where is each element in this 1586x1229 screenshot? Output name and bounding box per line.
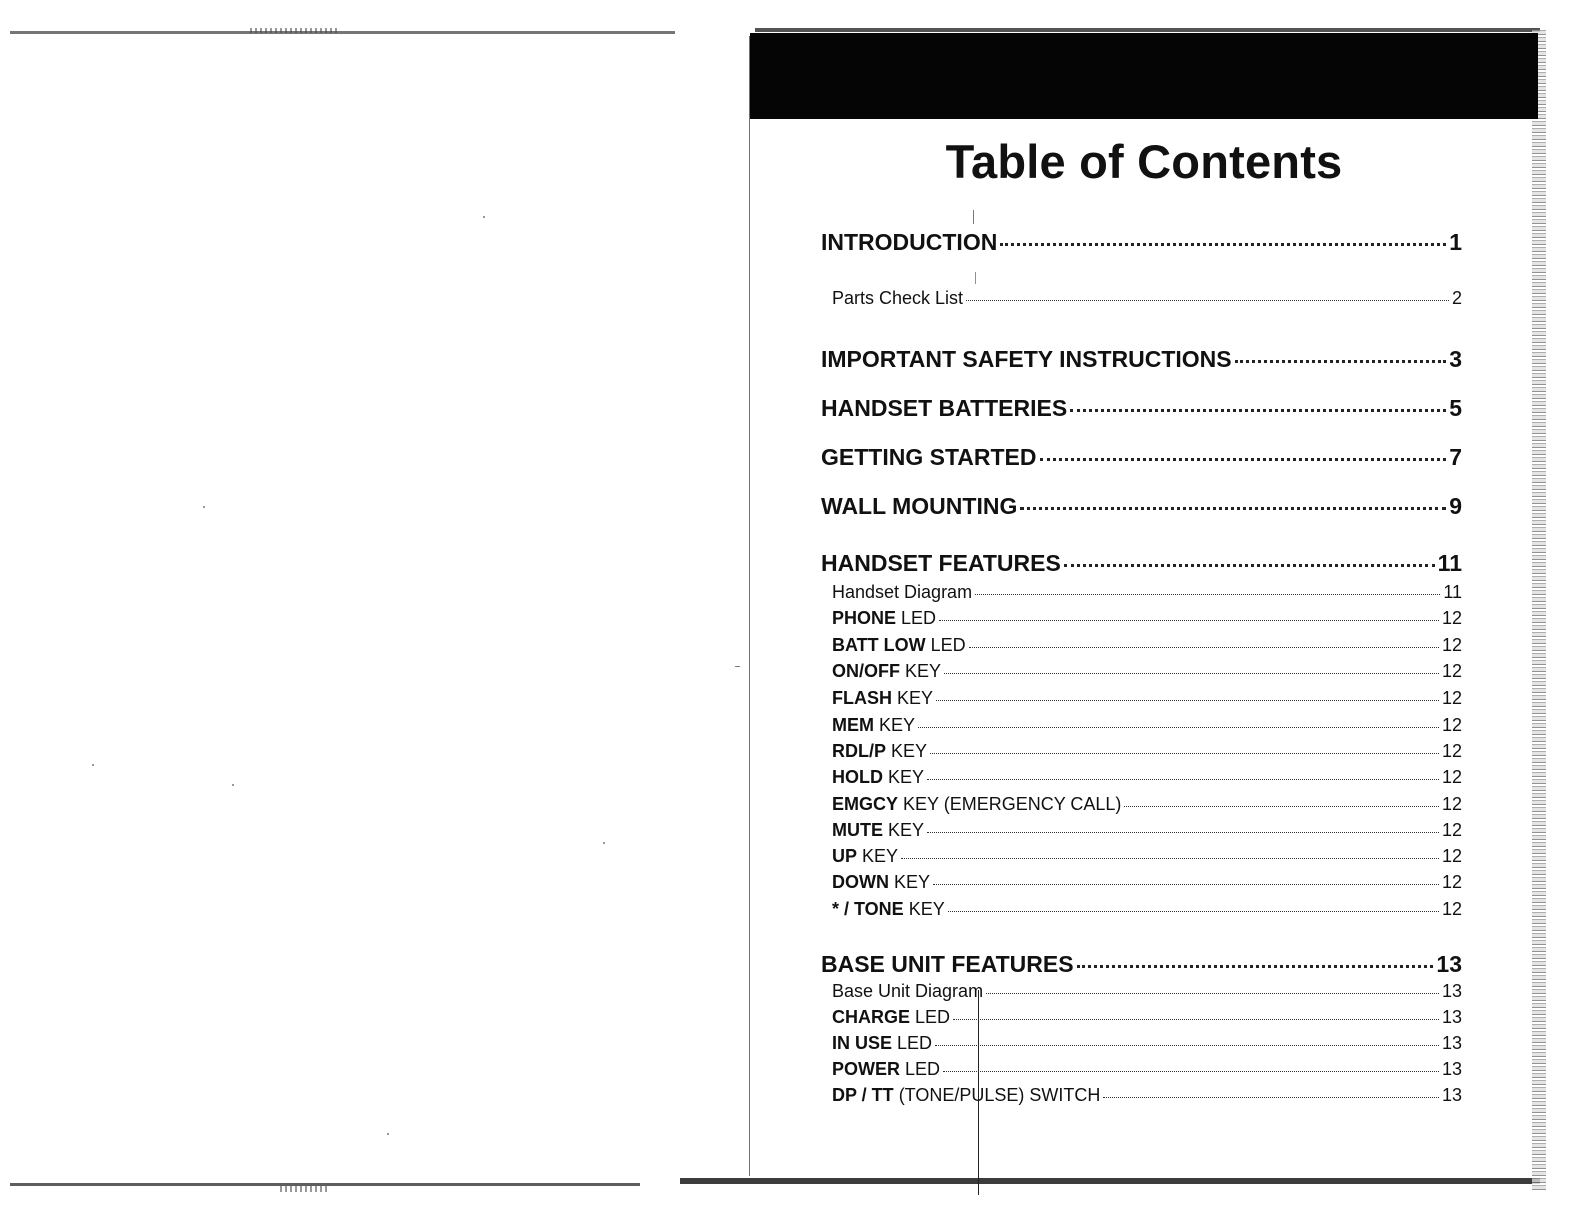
- toc-subsection-entry: [832, 846, 1462, 867]
- toc-section-entry: [821, 444, 1462, 471]
- toc-entry-label-bold: UP: [832, 846, 858, 866]
- toc-page-number: 13: [1441, 1059, 1462, 1079]
- toc-section-entry: [821, 346, 1462, 373]
- toc-page-number: 11: [1443, 582, 1462, 602]
- toc-entry-label: [832, 741, 927, 762]
- toc-subsection-entry: [832, 715, 1462, 736]
- dot-leader: [927, 778, 1439, 780]
- toc-entry-label: [832, 981, 983, 1002]
- toc-entry-label-bold: CHARGE: [832, 1007, 911, 1027]
- toc-entry-label: [832, 1059, 940, 1080]
- toc-section-entry: [821, 951, 1462, 978]
- toc-page-number: 12: [1441, 846, 1462, 866]
- toc-entry-label-text: INTRODUCTION: [821, 229, 998, 255]
- toc-subsection-entry: [832, 981, 1462, 1002]
- dot-leader: [936, 699, 1439, 701]
- dot-leader: [939, 619, 1439, 621]
- toc-entry-label: [832, 794, 1121, 815]
- toc-page-number: 11: [1437, 550, 1462, 576]
- dot-leader: [944, 672, 1439, 674]
- toc-subsection-entry: [832, 741, 1462, 762]
- toc-page-number: 12: [1441, 767, 1462, 787]
- toc-page-number: 12: [1441, 715, 1462, 735]
- toc-page-number: 12: [1441, 661, 1462, 681]
- dot-leader: [1077, 964, 1434, 968]
- toc-entry-label: [832, 688, 933, 709]
- dot-leader: [1070, 408, 1446, 412]
- toc-entry-label-text: LED: [900, 1059, 941, 1079]
- dot-leader: [901, 857, 1439, 859]
- toc-page-number: 3: [1449, 346, 1462, 372]
- toc-subsection-entry: [832, 767, 1462, 788]
- toc-entry-label: [832, 1033, 932, 1054]
- toc-entry-label-text: KEY: [886, 741, 928, 761]
- toc-subsection-entry: [832, 872, 1462, 893]
- toc-entry-label: [832, 608, 936, 629]
- dot-leader: [966, 299, 1449, 301]
- toc-entry-label-bold: FLASH: [832, 688, 892, 708]
- toc-entry-label: [821, 229, 997, 256]
- dot-leader: [1064, 563, 1435, 567]
- toc-entry-label: [821, 444, 1037, 471]
- toc-entry-label: [821, 493, 1017, 520]
- toc-section-entry: [821, 395, 1462, 422]
- toc-page-number: 12: [1441, 820, 1462, 840]
- toc-entry-label-bold: MEM: [832, 715, 874, 735]
- toc-entry-label: [821, 395, 1067, 422]
- toc-page-number: 7: [1449, 444, 1462, 470]
- toc-entry-label-bold: * / TONE: [832, 899, 904, 919]
- toc-entry-label-bold: MUTE: [832, 820, 883, 840]
- toc-page-number: 5: [1449, 395, 1462, 421]
- toc-entry-label: [832, 582, 972, 603]
- toc-entry-label-bold: ON/OFF: [832, 661, 900, 681]
- toc-entry-label-text: LED: [892, 1033, 933, 1053]
- dot-leader: [943, 1070, 1439, 1072]
- dot-leader: [930, 752, 1439, 754]
- toc-entry-label-text: KEY: [903, 899, 945, 919]
- toc-entry-label-text: KEY: [883, 820, 925, 840]
- toc-entry-label: [821, 951, 1074, 978]
- toc-entry-label-bold: DOWN: [832, 872, 889, 892]
- toc-entry-label-text: KEY: [857, 846, 899, 866]
- toc-page-number: 12: [1441, 872, 1462, 892]
- toc-entry-label: [832, 635, 966, 656]
- dot-leader: [918, 726, 1439, 728]
- toc-page-number: 12: [1441, 741, 1462, 761]
- dot-leader: [1040, 457, 1447, 461]
- toc-entry-label: [832, 661, 941, 682]
- dot-leader: [935, 1044, 1439, 1046]
- toc-page-number: 12: [1441, 608, 1462, 628]
- toc-page-number: 9: [1449, 493, 1462, 519]
- toc-subsection-entry: [832, 608, 1462, 629]
- dot-leader: [953, 1018, 1439, 1020]
- dot-leader: [1000, 242, 1446, 246]
- dot-leader: [1020, 506, 1446, 510]
- toc-entry-label: [832, 846, 898, 867]
- dot-leader: [1124, 805, 1439, 807]
- toc-entry-label-text: KEY: [874, 715, 916, 735]
- toc-entry-label-text: LED: [925, 635, 966, 655]
- toc-page-number: 12: [1441, 899, 1462, 919]
- toc-subsection-entry: [832, 794, 1462, 815]
- toc-entry-label: [821, 550, 1061, 577]
- dot-leader: [975, 593, 1440, 595]
- toc-entry-label-text: WALL MOUNTING: [821, 493, 1018, 519]
- page-title: Table of Contents: [945, 135, 1343, 188]
- toc-entry-label-text: KEY: [892, 688, 934, 708]
- toc-subsection-entry: [832, 1085, 1462, 1106]
- toc-entry-label: [832, 715, 915, 736]
- toc-entry-label-text: KEY: [883, 767, 925, 787]
- toc-entry-label-text: KEY: [900, 661, 942, 681]
- toc-entry-label-bold: DP / TT: [832, 1085, 894, 1105]
- toc-entry-label: [832, 767, 924, 788]
- toc-section-entry: [821, 550, 1462, 577]
- toc-entry-label-bold: PHONE: [832, 608, 897, 628]
- dot-leader: [1235, 359, 1447, 363]
- toc-entry-label-text: IMPORTANT SAFETY INSTRUCTIONS: [821, 346, 1232, 372]
- dot-leader: [927, 831, 1439, 833]
- toc-subsection-entry: [832, 899, 1462, 920]
- toc-subsection-entry: [832, 288, 1462, 309]
- toc-entry-label-bold: BATT LOW: [832, 635, 926, 655]
- toc-entry-label: [832, 872, 930, 893]
- toc-entry-label-text: (TONE/PULSE) SWITCH: [893, 1085, 1101, 1105]
- dot-leader: [986, 992, 1439, 994]
- toc-section-entry: [821, 229, 1462, 256]
- toc-section-entry: [821, 493, 1462, 520]
- toc-entry-label-text: LED: [896, 608, 937, 628]
- toc-entry-label: [832, 288, 963, 309]
- toc-entry-label-bold: IN USE: [832, 1033, 893, 1053]
- toc-entry-label-text: GETTING STARTED: [821, 444, 1037, 470]
- dot-leader: [1103, 1096, 1439, 1098]
- toc-entry-label-bold: POWER: [832, 1059, 901, 1079]
- toc-entry-label: [832, 820, 924, 841]
- toc-entry-label-text: KEY (EMERGENCY CALL): [898, 794, 1122, 814]
- toc-entry-label-text: Base Unit Diagram: [832, 981, 984, 1001]
- toc-page-number: 13: [1436, 951, 1462, 977]
- toc-entry-label-text: HANDSET FEATURES: [821, 550, 1061, 576]
- toc-subsection-entry: [832, 820, 1462, 841]
- toc-entry-label: [832, 1007, 950, 1028]
- toc-subsection-entry: [832, 582, 1462, 603]
- toc-entry-label-text: Handset Diagram: [832, 582, 973, 602]
- toc-entry-label-text: BASE UNIT FEATURES: [821, 951, 1074, 977]
- toc-page-number: 2: [1451, 288, 1462, 308]
- toc-page-number: 12: [1441, 794, 1462, 814]
- toc-page-number: 12: [1441, 635, 1462, 655]
- toc-entry-label: [821, 346, 1232, 373]
- dot-leader: [948, 910, 1439, 912]
- toc-subsection-entry: [832, 688, 1462, 709]
- toc-entry-label-bold: RDL/P: [832, 741, 886, 761]
- toc-entry-label: [832, 1085, 1100, 1106]
- toc-subsection-entry: [832, 1007, 1462, 1028]
- toc-page-number: 13: [1441, 1007, 1462, 1027]
- dot-leader: [933, 883, 1439, 885]
- toc-entry-label-bold: HOLD: [832, 767, 883, 787]
- toc-entry-label-text: LED: [910, 1007, 951, 1027]
- toc-entry-label-text: HANDSET BATTERIES: [821, 395, 1068, 421]
- toc-entry-label-text: Parts Check List: [832, 288, 964, 308]
- toc-subsection-entry: [832, 661, 1462, 682]
- toc-entry-label-text: KEY: [889, 872, 931, 892]
- toc-page-number: 13: [1441, 981, 1462, 1001]
- toc-page-number: 1: [1449, 229, 1462, 255]
- toc-subsection-entry: [832, 1059, 1462, 1080]
- toc-subsection-entry: [832, 1033, 1462, 1054]
- toc-entry-label-bold: EMGCY: [832, 794, 899, 814]
- toc-page-number: 13: [1441, 1085, 1462, 1105]
- toc-page-number: 12: [1441, 688, 1462, 708]
- toc-page-number: 13: [1441, 1033, 1462, 1053]
- toc-entry-label: [832, 899, 945, 920]
- dot-leader: [969, 646, 1439, 648]
- toc-subsection-entry: [832, 635, 1462, 656]
